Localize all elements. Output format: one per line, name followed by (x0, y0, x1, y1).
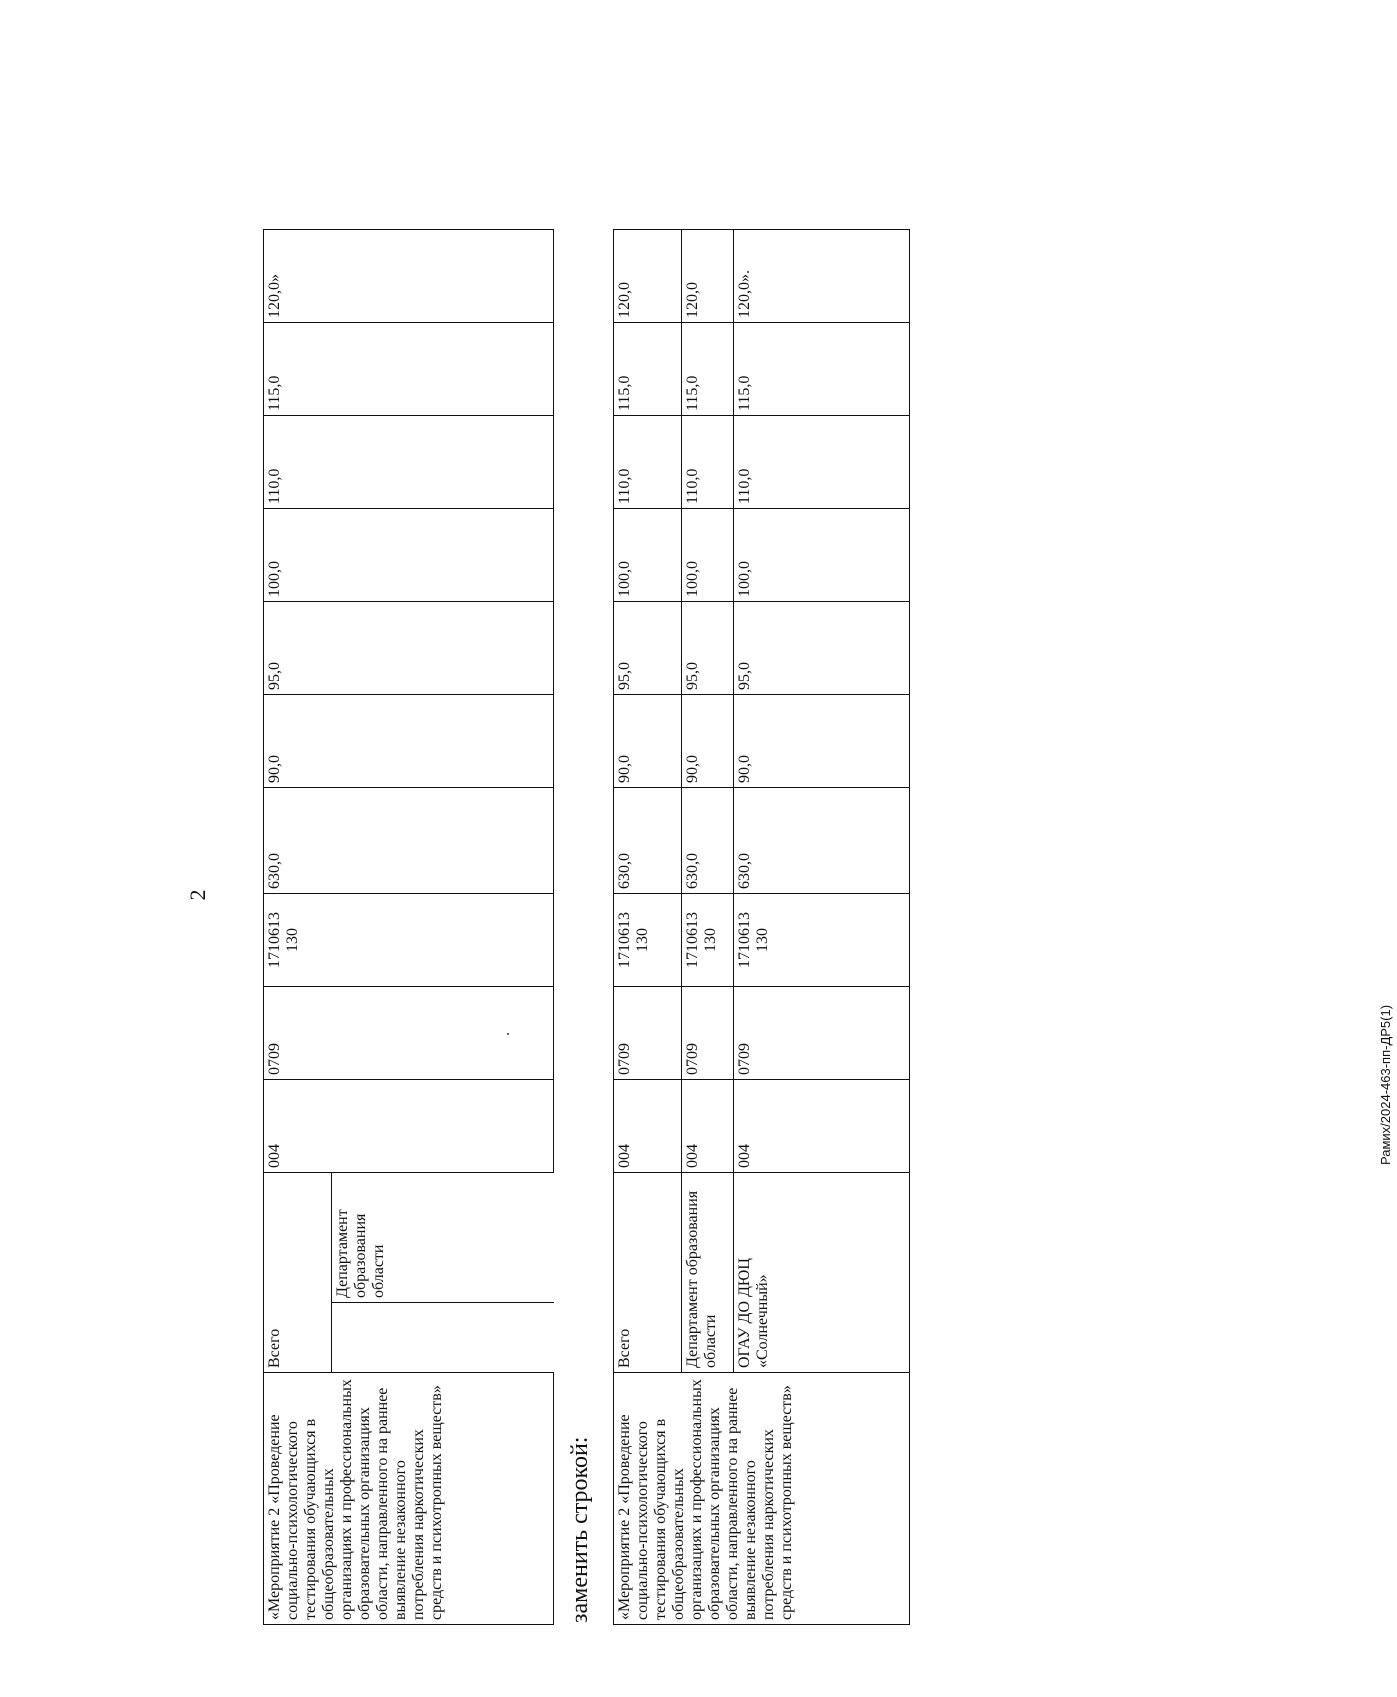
row-label: Департамент образования области (332, 1173, 554, 1303)
value-cell: 100,0 (682, 509, 734, 602)
table-row (614, 230, 682, 1625)
value-cell: 110,0 (682, 416, 734, 509)
value-cell: 90,0 (682, 695, 734, 788)
rotated-document-page (185, 185, 885, 1645)
event-name-cell: «Мероприятие 2 «Проведение социально-психологического тестирования обучающихся в общеобразовательных организациях и профессиональных образовательных организациях области, направленного на раннее выявление незаконного потребления наркотических средств и психотропных веществ» (264, 1373, 554, 1625)
csr-cell (734, 894, 910, 987)
value-cell: 120,0 (682, 230, 734, 323)
value-cell: 90,0 (734, 695, 910, 788)
value-cell: 95,0 (614, 602, 682, 695)
event-name-cell: «Мероприятие 2 «Проведение социально-психологического тестирования обучающихся в общеобразовательных организациях и профессиональных образовательных организациях области, направленного на раннее выявление незаконного потребления наркотических средств и психотропных веществ» (614, 1373, 910, 1625)
csr-code: 1710613 (736, 912, 753, 968)
value-cell: 95,0 (264, 602, 554, 695)
csr-code: 1710613 (266, 912, 283, 968)
rz-cell: 0709 (682, 987, 734, 1080)
grbs-cell: 004 (264, 1080, 554, 1173)
value-cell: 115,0 (734, 323, 910, 416)
value-cell: 110,0 (614, 416, 682, 509)
row-label: Всего (264, 1173, 332, 1373)
grbs-cell: 004 (614, 1080, 682, 1173)
value-cell: 100,0 (264, 509, 554, 602)
value-cell: 95,0 (682, 602, 734, 695)
value-cell: 100,0 (614, 509, 682, 602)
csr-cell (264, 894, 554, 987)
table-row (264, 230, 332, 1625)
csr-code-suffix: 130 (634, 928, 651, 952)
value-cell: 120,0» (264, 230, 554, 323)
replace-instruction: заменить строкой: (567, 1436, 593, 1623)
value-cell: 115,0 (682, 323, 734, 416)
value-cell: 630,0 (264, 788, 554, 894)
row-label: Департамент образования области (682, 1173, 734, 1373)
value-cell: 110,0 (734, 416, 910, 509)
replacement-rows-table (613, 229, 910, 1625)
value-cell: 95,0 (734, 602, 910, 695)
value-cell: 630,0 (734, 788, 910, 894)
value-cell: 90,0 (264, 695, 554, 788)
rz-cell: 0709 (734, 987, 910, 1080)
csr-code: 1710613 (684, 912, 701, 968)
row-label: Всего (614, 1173, 682, 1373)
document-registration-code: Рамих/2024-463-пп-ДР5(1) (1378, 1004, 1393, 1165)
value-cell: 115,0 (614, 323, 682, 416)
csr-cell (682, 894, 734, 987)
csr-code-suffix: 130 (702, 928, 719, 952)
original-row-table (263, 229, 554, 1625)
grbs-cell: 004 (734, 1080, 910, 1173)
grbs-cell: 004 (682, 1080, 734, 1173)
csr-code: 1710613 (616, 912, 633, 968)
rz-cell: 0709 (614, 987, 682, 1080)
value-cell: 630,0 (682, 788, 734, 894)
value-cell: 120,0 (614, 230, 682, 323)
value-cell: 90,0 (614, 695, 682, 788)
csr-code-suffix: 130 (284, 928, 301, 952)
value-cell: 630,0 (614, 788, 682, 894)
scan-speck (507, 1033, 509, 1035)
csr-cell (614, 894, 682, 987)
value-cell: 115,0 (264, 323, 554, 416)
rz-cell: 0709 (264, 987, 554, 1080)
row-label: ОГАУ ДО ДЮЦ «Солнечный» (734, 1173, 910, 1373)
value-cell: 100,0 (734, 509, 910, 602)
page-number: 2 (185, 889, 210, 901)
value-cell: 110,0 (264, 416, 554, 509)
csr-code-suffix: 130 (754, 928, 771, 952)
value-cell: 120,0». (734, 230, 910, 323)
